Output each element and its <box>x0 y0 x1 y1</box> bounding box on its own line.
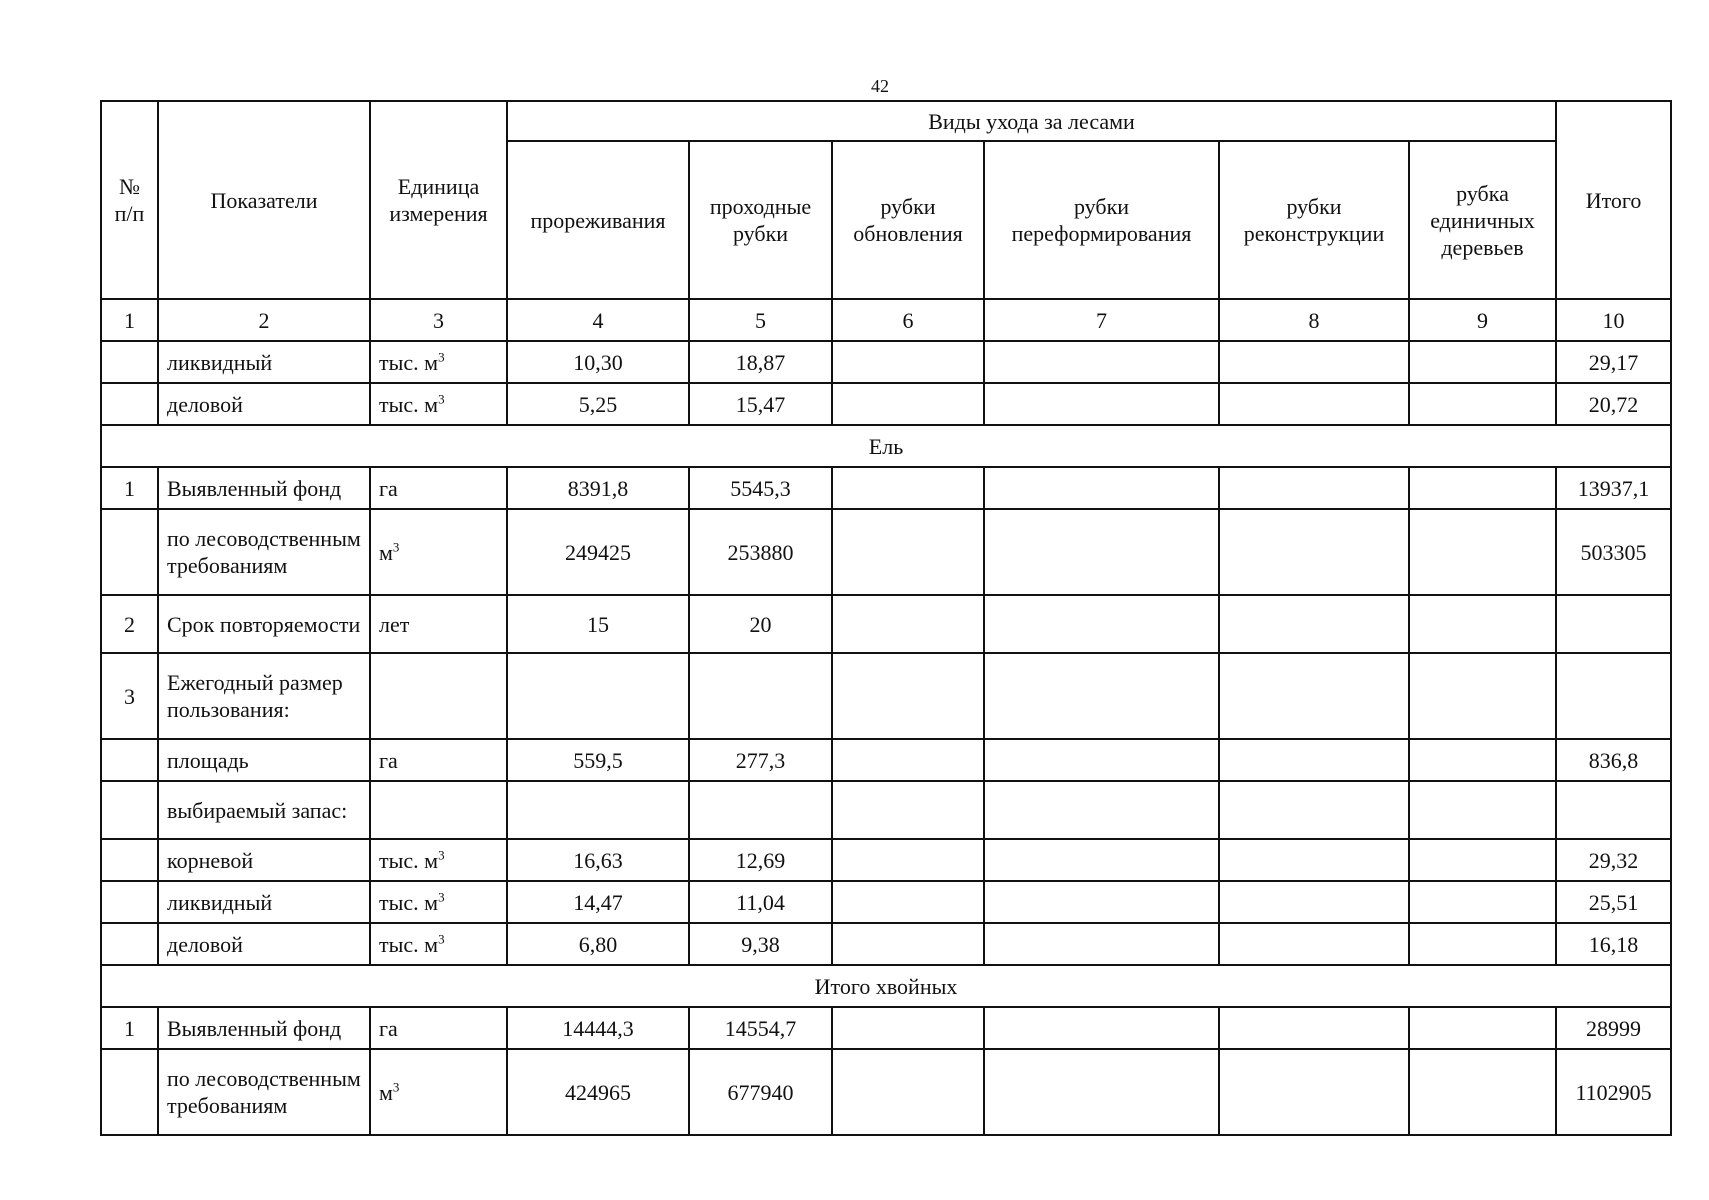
row-value-thinning: 10,30 <box>507 341 689 383</box>
header-row-1 <box>101 101 1671 141</box>
row-value-thinning: 14444,3 <box>507 1007 689 1049</box>
row-label: по лесоводственным требованиям <box>158 509 370 595</box>
row-value-thinning: 559,5 <box>507 739 689 781</box>
row-label: Срок повторяемости <box>158 595 370 653</box>
row-num: 2 <box>101 595 158 653</box>
row-total: 20,72 <box>1556 383 1671 425</box>
row-value-thinning: 16,63 <box>507 839 689 881</box>
table-row <box>101 923 1671 965</box>
header-num: № п/п <box>101 101 158 299</box>
row-num <box>101 383 158 425</box>
table-row <box>101 739 1671 781</box>
section-title: Итого хвойных <box>101 965 1671 1007</box>
row-total: 503305 <box>1556 509 1671 595</box>
row-value-passage: 20 <box>689 595 832 653</box>
table-row <box>101 467 1671 509</box>
table-row <box>101 839 1671 881</box>
col-number: 7 <box>984 299 1219 341</box>
row-unit: тыс. $м^3$ <box>370 839 507 881</box>
header-type-renewal: рубки обновления <box>832 141 984 299</box>
row-value-passage: 9,38 <box>689 923 832 965</box>
row-label: деловой <box>158 383 370 425</box>
row-value-passage: 677940 <box>689 1049 832 1135</box>
row-value-passage: 18,87 <box>689 341 832 383</box>
row-value-passage: 5545,3 <box>689 467 832 509</box>
row-unit: га <box>370 739 507 781</box>
row-value-thinning: 14,47 <box>507 881 689 923</box>
row-label: площадь <box>158 739 370 781</box>
header-type-passage: проходные рубки <box>689 141 832 299</box>
row-num <box>101 509 158 595</box>
table-row <box>101 781 1671 839</box>
row-label: Выявленный фонд <box>158 467 370 509</box>
row-unit: $м^3$ <box>370 1049 507 1135</box>
row-unit: тыс. $м^3$ <box>370 881 507 923</box>
row-unit: тыс. $м^3$ <box>370 923 507 965</box>
row-unit: тыс. $м^3$ <box>370 383 507 425</box>
table-row <box>101 509 1671 595</box>
col-number: 2 <box>158 299 370 341</box>
header-group: Виды ухода за лесами <box>507 101 1556 141</box>
row-unit: га <box>370 467 507 509</box>
col-number: 8 <box>1219 299 1409 341</box>
row-value-thinning: 424965 <box>507 1049 689 1135</box>
section-title: Ель <box>101 425 1671 467</box>
row-label: ликвидный <box>158 881 370 923</box>
row-num <box>101 881 158 923</box>
col-number: 1 <box>101 299 158 341</box>
row-unit: лет <box>370 595 507 653</box>
row-total: 836,8 <box>1556 739 1671 781</box>
row-label: Выявленный фонд <box>158 1007 370 1049</box>
row-value-thinning <box>507 781 689 839</box>
col-number: 4 <box>507 299 689 341</box>
row-value-thinning <box>507 653 689 739</box>
row-label: деловой <box>158 923 370 965</box>
section-heading-total-conifer <box>101 965 1671 1007</box>
row-unit <box>370 653 507 739</box>
table-row <box>101 1049 1671 1135</box>
row-value-passage: 12,69 <box>689 839 832 881</box>
header-unit: Единица измерения <box>370 101 507 299</box>
header-type-reconstruction: рубки реконструкции <box>1219 141 1409 299</box>
row-value-passage: 14554,7 <box>689 1007 832 1049</box>
page-number: 42 <box>871 76 889 96</box>
header-total: Итого <box>1556 101 1671 299</box>
row-label: выбираемый запас: <box>158 781 370 839</box>
header-type-reformation: рубки переформирования <box>984 141 1219 299</box>
row-num <box>101 1049 158 1135</box>
row-num <box>101 739 158 781</box>
row-unit: $м^3$ <box>370 509 507 595</box>
table-row <box>101 341 1671 383</box>
col-number: 9 <box>1409 299 1556 341</box>
row-value-passage <box>689 653 832 739</box>
row-total: 29,32 <box>1556 839 1671 881</box>
row-label: ликвидный <box>158 341 370 383</box>
row-total: 16,18 <box>1556 923 1671 965</box>
table-row <box>101 383 1671 425</box>
row-value-thinning: 15 <box>507 595 689 653</box>
row-value-thinning: 249425 <box>507 509 689 595</box>
row-num <box>101 341 158 383</box>
row-num <box>101 781 158 839</box>
row-num: 1 <box>101 1007 158 1049</box>
section-heading-el <box>101 425 1671 467</box>
row-total: 29,17 <box>1556 341 1671 383</box>
row-value-passage: 15,47 <box>689 383 832 425</box>
header-type-single-trees: рубка единичных деревьев <box>1409 141 1556 299</box>
row-value-passage <box>689 781 832 839</box>
row-total: 1102905 <box>1556 1049 1671 1135</box>
row-value-passage: 277,3 <box>689 739 832 781</box>
row-num <box>101 923 158 965</box>
row-total <box>1556 781 1671 839</box>
row-total: 25,51 <box>1556 881 1671 923</box>
row-num: 1 <box>101 467 158 509</box>
row-unit: га <box>370 1007 507 1049</box>
row-total: 13937,1 <box>1556 467 1671 509</box>
row-label: корневой <box>158 839 370 881</box>
table-row <box>101 653 1671 739</box>
row-total <box>1556 653 1671 739</box>
table-row <box>101 595 1671 653</box>
row-label: по лесоводственным требованиям <box>158 1049 370 1135</box>
col-number: 10 <box>1556 299 1671 341</box>
row-num <box>101 839 158 881</box>
forest-care-table <box>100 100 1672 1136</box>
row-unit <box>370 781 507 839</box>
column-numbers-row <box>101 299 1671 341</box>
row-total: 28999 <box>1556 1007 1671 1049</box>
header-type-thinning: прореживания <box>507 141 689 299</box>
row-total <box>1556 595 1671 653</box>
row-value-passage: 253880 <box>689 509 832 595</box>
row-num: 3 <box>101 653 158 739</box>
row-value-thinning: 8391,8 <box>507 467 689 509</box>
row-value-thinning: 6,80 <box>507 923 689 965</box>
row-value-thinning: 5,25 <box>507 383 689 425</box>
col-number: 5 <box>689 299 832 341</box>
row-value-passage: 11,04 <box>689 881 832 923</box>
col-number: 6 <box>832 299 984 341</box>
col-number: 3 <box>370 299 507 341</box>
table-row <box>101 1007 1671 1049</box>
row-label: Ежегодный размер пользования: <box>158 653 370 739</box>
header-indicator: Показатели <box>158 101 370 299</box>
table-row <box>101 881 1671 923</box>
row-unit: тыс. $м^3$ <box>370 341 507 383</box>
